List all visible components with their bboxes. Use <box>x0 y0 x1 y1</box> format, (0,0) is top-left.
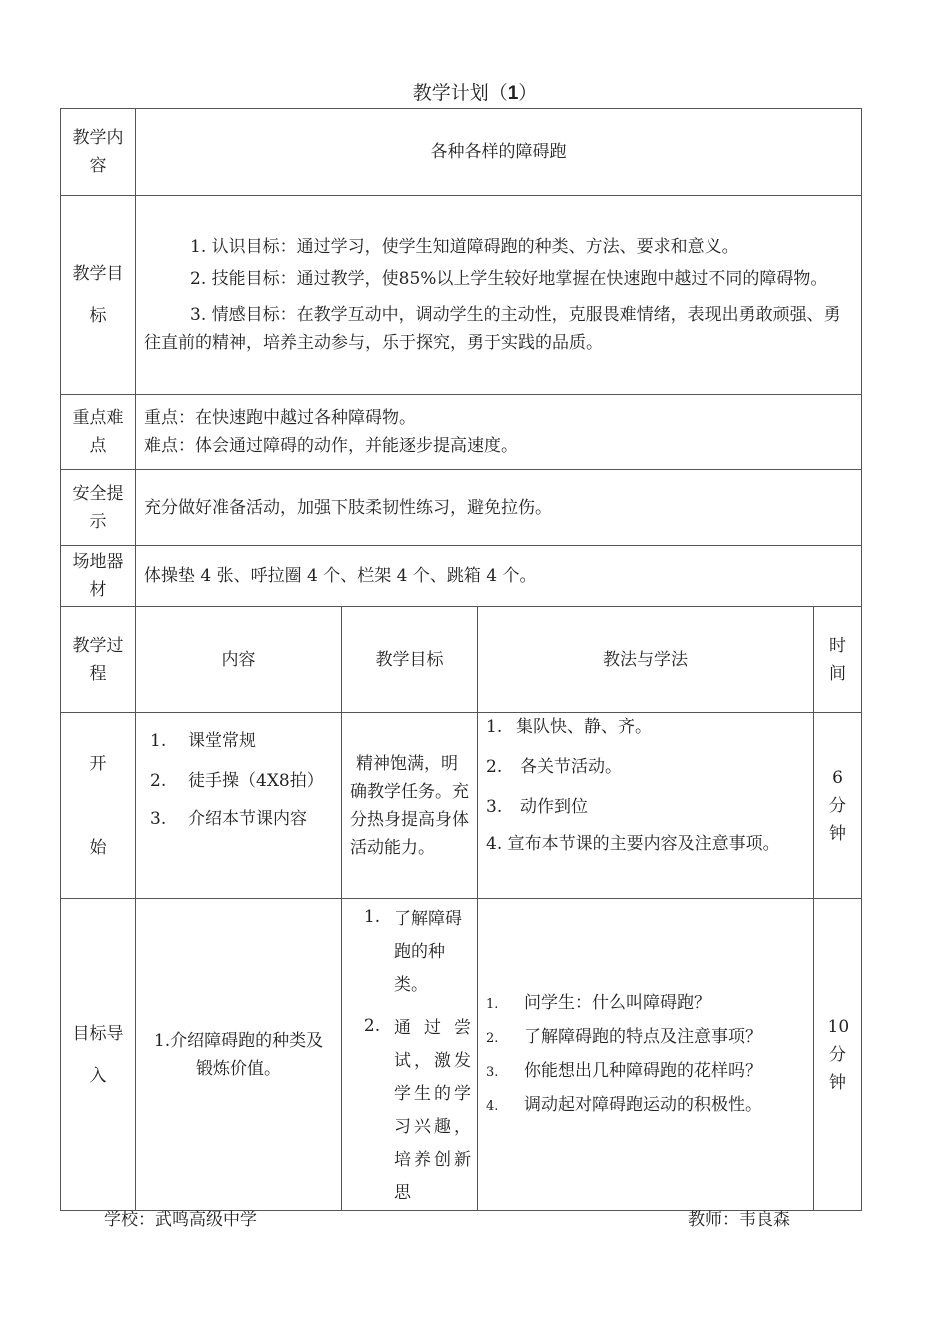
row-safety <box>61 470 862 546</box>
row-key-points <box>61 395 862 470</box>
header-stage: 教学过程 <box>61 607 136 713</box>
row-stage-intro <box>61 899 862 1211</box>
footer-school: 学校：武鸣高级中学 <box>104 1210 257 1230</box>
safety-label: 安全提示 <box>61 470 136 546</box>
key-point-line: 重点：在快速跑中越过各种障碍物。 <box>144 408 416 428</box>
equipment-label: 场地器材 <box>61 546 136 607</box>
content-label: 教学内容 <box>61 109 136 196</box>
header-time: 时间 <box>814 607 862 713</box>
method-item: 2. 各关节活动。 <box>486 757 622 777</box>
method-item: 4. 调动起对障碍跑运动的积极性。 <box>486 1094 762 1115</box>
row-stage-start <box>61 713 862 899</box>
row-content <box>61 109 862 196</box>
equipment-value: 体操垫 4 张、呼拉圈 4 个、栏架 4 个、跳箱 4 个。 <box>136 546 862 607</box>
method-item: 1. 问学生：什么叫障碍跑？ <box>486 992 711 1013</box>
header-objective: 教学目标 <box>342 607 478 713</box>
method-item: 3. 你能想出几种障碍跑的花样吗？ <box>486 1060 762 1081</box>
list-item: 2. 徒手操（4X8拍） <box>150 771 324 791</box>
key-points-label: 重点难点 <box>61 395 136 470</box>
list-item: 1. 课堂常规 <box>150 731 256 751</box>
row-equipment <box>61 546 862 607</box>
stage-intro-objectives <box>342 899 478 1211</box>
method-item: 2. 了解障碍跑的特点及注意事项？ <box>486 1026 762 1047</box>
stage-intro-time: 10分钟 <box>814 899 862 1211</box>
content-value: 各种各样的障碍跑 <box>136 109 862 196</box>
key-points-value <box>136 395 862 470</box>
stage-intro-name: 目标导入 <box>61 899 136 1211</box>
goal-item: 1. 认识目标：通过学习，使学生知道障碍跑的种类、方法、要求和意义。 <box>190 237 739 257</box>
stage-intro-methods <box>478 899 814 1211</box>
footer-teacher: 教师：韦良森 <box>688 1210 790 1230</box>
stage-start-name: 开 始 <box>61 713 136 899</box>
objective-item: 1. 了解障碍跑的种类。 <box>363 907 462 995</box>
lesson-plan-table <box>60 108 862 1211</box>
difficulty-line: 难点：体会通过障碍的动作，并能逐步提高速度。 <box>144 436 518 456</box>
row-process-header <box>61 607 862 713</box>
list-item: 3. 介绍本节课内容 <box>150 809 307 829</box>
safety-value: 充分做好准备活动，加强下肢柔韧性练习，避免拉伤。 <box>136 470 862 546</box>
method-item: 1. 集队快、静、齐。 <box>486 717 652 737</box>
stage-start-time: 6分钟 <box>814 713 862 899</box>
objective-item: 2. 通过尝试，激发学生的学习兴趣，培养创新思 <box>363 1016 471 1203</box>
row-goals <box>61 196 862 395</box>
goals-label: 教学目标 <box>61 196 136 395</box>
header-content: 内容 <box>136 607 342 713</box>
page-title: 教学计划（1） <box>412 82 538 104</box>
stage-start-objective: 精神饱满，明确教学任务。充分热身提高身体活动能力。 <box>342 713 478 899</box>
stage-start-methods <box>478 713 814 899</box>
method-item: 3. 动作到位 <box>486 797 588 817</box>
stage-intro-content: 1.介绍障碍跑的种类及锻炼价值。 <box>136 899 342 1211</box>
goal-item: 3. 情感目标：在教学互动中，调动学生的主动性，克服畏难情绪，表现出勇敢顽强、勇往直前的精神，培养主动参与，乐于探究，勇于实践的品质。 <box>144 305 841 353</box>
goal-item: 2. 技能目标：通过教学，使85%以上学生较好地掌握在快速跑中越过不同的障碍物。 <box>190 269 828 289</box>
header-method: 教法与学法 <box>478 607 814 713</box>
goals-list <box>136 196 862 395</box>
stage-start-content <box>136 713 342 899</box>
method-item: 4. 宣布本节课的主要内容及注意事项。 <box>486 834 780 854</box>
